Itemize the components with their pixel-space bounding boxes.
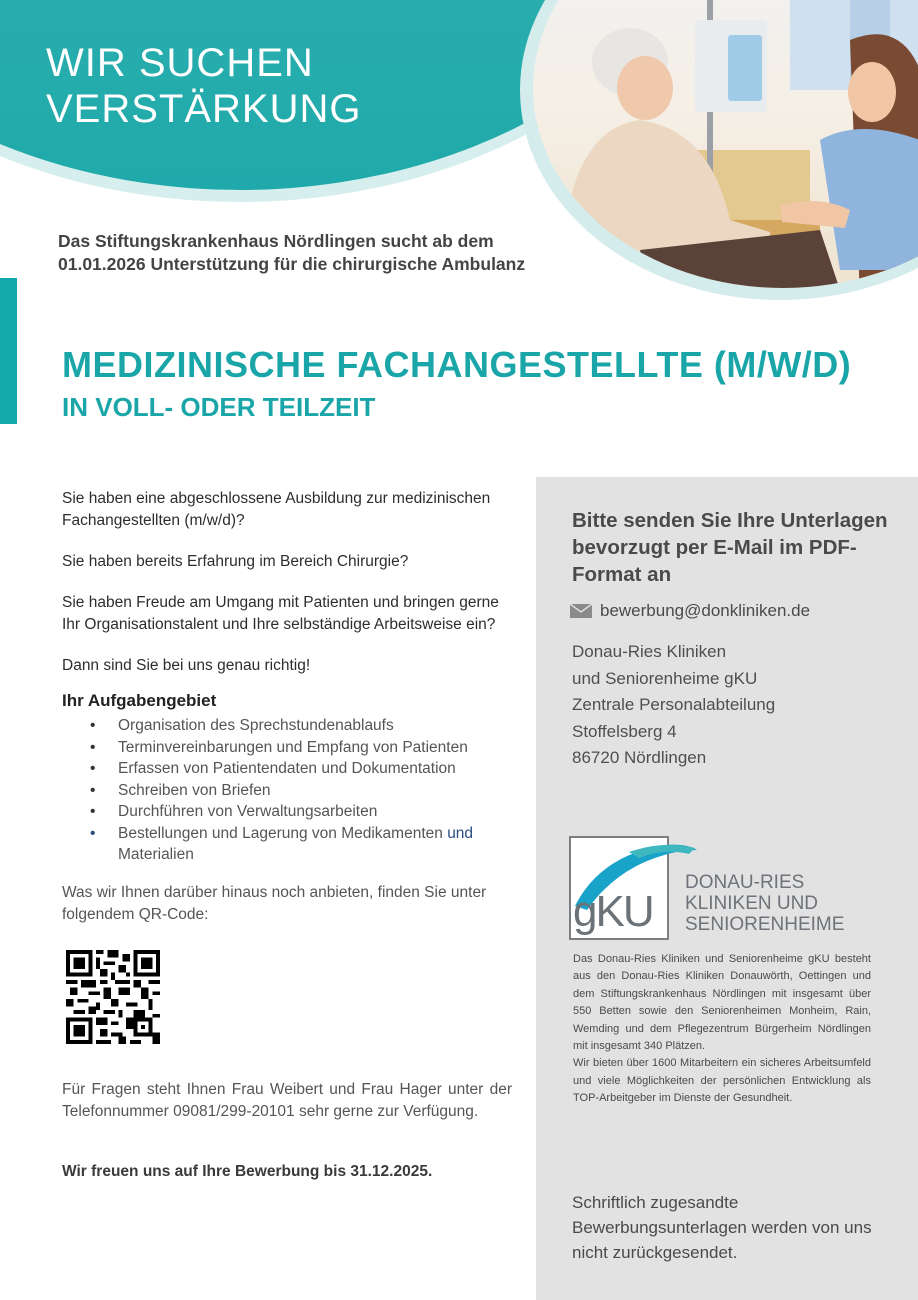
address-line: Zentrale Personalabteilung bbox=[572, 695, 776, 714]
headline-line-1: WIR SUCHEN bbox=[46, 41, 314, 85]
company-logo bbox=[569, 836, 859, 940]
requirements-column bbox=[62, 488, 512, 1181]
task-item: • Terminvereinbarungen und Empfang von Patienten bbox=[90, 737, 512, 759]
photo-nurse-with-senior-patient-icon bbox=[533, 0, 918, 288]
company-description-p2: Wir bieten über 1600 Mitarbeitern ein sicheres Arbeitsumfeld und viele Möglichkeiten der persönlichen Entwicklung als TOP-Arbeitgeber im Dienste der Gesundheit. bbox=[573, 1057, 871, 1105]
task-item: • Erfassen von Patientendaten und Dokumentation bbox=[90, 758, 512, 780]
logo-line: KLINIKEN UND bbox=[685, 893, 819, 914]
envelope-icon bbox=[570, 604, 592, 618]
task-item: • Organisation des Sprechstundenablaufs bbox=[90, 715, 512, 737]
offer-text: Was wir Ihnen darüber hinaus noch anbieten, finden Sie unter folgendem QR-Code: bbox=[62, 883, 487, 923]
task-item-suffix: und bbox=[447, 824, 474, 842]
tasks-list bbox=[90, 715, 512, 866]
task-item-text: Bestellungen und Lagerung von Medikamenten bbox=[118, 824, 443, 842]
closing-statement: Wir freuen uns auf Ihre Bewerbung bis 31.12.2025. bbox=[62, 1162, 433, 1180]
email-link[interactable] bbox=[570, 601, 810, 621]
logo-line: DONAU-RIES bbox=[685, 872, 805, 893]
job-title: MEDIZINISCHE FACHANGESTELLTE (M/W/D) bbox=[62, 344, 852, 385]
application-info-panel bbox=[536, 477, 918, 1300]
intro-text: Das Stiftungskrankenhaus Nördlingen sucht ab dem 01.01.2026 Unterstützung für die chirurgische Ambulanz bbox=[58, 231, 526, 274]
headline-line-2: VERSTÄRKUNG bbox=[46, 87, 362, 131]
address-line: Stoffelsberg 4 bbox=[572, 721, 677, 741]
email-address[interactable]: bewerbung@donkliniken.de bbox=[600, 601, 811, 620]
application-heading: Bitte senden Sie Ihre Unterlagen bevorzugt per E-Mail im PDF-Format an bbox=[572, 509, 888, 586]
job-subtitle: IN VOLL- ODER TEILZEIT bbox=[62, 392, 376, 422]
company-description-p1: Das Donau-Ries Kliniken und Seniorenheime gKU besteht aus den Donau-Ries Kliniken Donauwörth, Oettingen und dem Stiftungskrankenhaus Nördlingen mit insgesamt über 550 Betten sowie den Seniorenheimen Monheim, Rain, Wemding und dem Pflegezentrum Bürgerheim Nördlingen mit insgesamt 340 Plätzen. bbox=[573, 953, 871, 1053]
question-experience: Sie haben bereits Erfahrung im Bereich Chirurgie? bbox=[62, 553, 409, 570]
address-line: und Seniorenheime gKU bbox=[572, 668, 758, 688]
documents-return-note: Schriftlich zugesandte Bewerbungsunterlagen werden von uns nicht zurückgesendet. bbox=[572, 1193, 872, 1262]
task-item-line2: Materialien bbox=[118, 846, 194, 863]
company-description bbox=[573, 951, 871, 1108]
question-conclusion: Dann sind Sie bei uns genau richtig! bbox=[62, 657, 311, 674]
question-motivation: Sie haben Freude am Umgang mit Patienten und bringen gerne Ihr Organisationstalent und Ihre selbständige Arbeitsweise ein? bbox=[62, 594, 499, 633]
logo-mark: gKU bbox=[573, 887, 653, 936]
accent-side-bar bbox=[0, 278, 17, 424]
question-education: Sie haben eine abgeschlossene Ausbildung zur medizinischen Fachangestellten (m/w/d)? bbox=[62, 490, 491, 529]
contact-info: Für Fragen steht Ihnen Frau Weibert und Frau Hager unter der Telefonnummer 09081/299-20101 sehr gerne zur Verfügung. bbox=[62, 1080, 512, 1120]
logo-wordmark bbox=[685, 872, 844, 935]
qr-code-icon[interactable] bbox=[66, 950, 160, 1044]
logo-line: SENIORENHEIME bbox=[685, 914, 845, 935]
address-line: Donau-Ries Kliniken bbox=[572, 642, 727, 661]
address-line: 86720 Nördlingen bbox=[572, 748, 707, 767]
task-item bbox=[90, 823, 512, 866]
headline bbox=[46, 40, 362, 132]
header-photo bbox=[533, 0, 918, 288]
tasks-heading: Ihr Aufgabengebiet bbox=[62, 691, 217, 710]
task-item: • Schreiben von Briefen bbox=[90, 780, 512, 802]
postal-address bbox=[572, 639, 775, 772]
task-item: • Durchführen von Verwaltungsarbeiten bbox=[90, 801, 512, 823]
